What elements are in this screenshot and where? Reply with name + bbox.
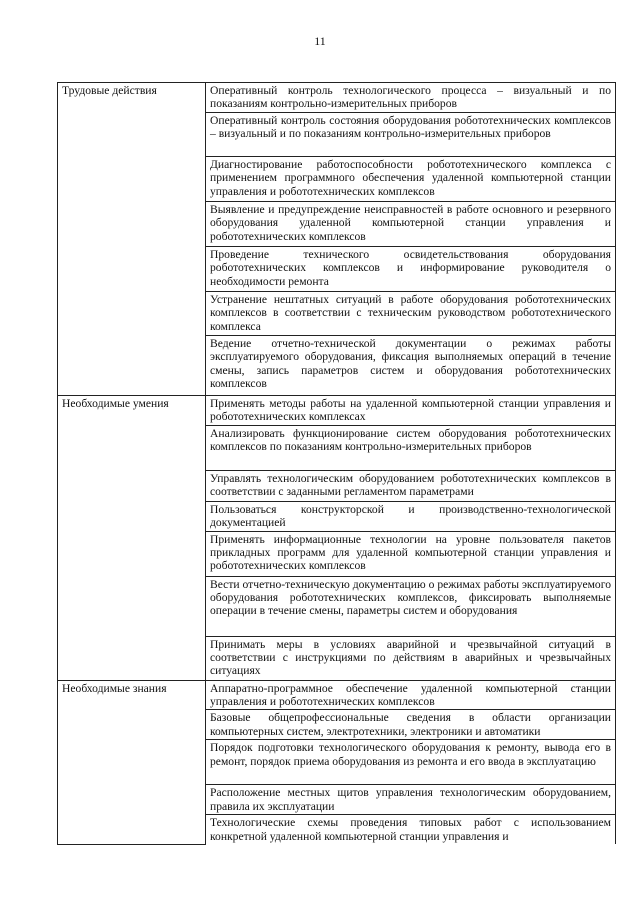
skill-item: Принимать меры в условиях аварийной и чрезвычайной ситуаций в соответствии с инструкциями по действиям в аварийных и чрезвычайных ситуациях: [206, 636, 616, 680]
labor-action-item: Оперативный контроль технологического процесса – визуальный и по показаниям контрольно-измерительных приборов: [206, 83, 616, 113]
skill-item: Анализировать функционирование систем оборудования робототехнических комплексов по показаниям контрольно-измерительных приборов: [206, 425, 616, 470]
skill-item: Управлять технологическим оборудованием робототехнических комплексов в соответствии с заданными регламентом параметрами: [206, 470, 616, 501]
section-label-required-skills: Необходимые умения: [58, 395, 206, 680]
labor-action-item: Оперативный контроль состояния оборудования робототехнических комплексов – визуальный и по показаниям контрольно-измерительных приборов: [206, 112, 616, 156]
knowledge-item: Базовые общепрофессиональные сведения в области организации компьютерных систем, электротехники, электроники и автоматики: [206, 710, 616, 740]
knowledge-item: Порядок подготовки технологического оборудования к ремонту, вывода его в ремонт, порядок приема оборудования из ремонта и его ввода в эксплуатацию: [206, 740, 616, 785]
skill-item: Применять информационные технологии на уровне пользователя пакетов прикладных программ для удаленной компьютерной станции управления и робототехнических комплексов: [206, 531, 616, 576]
skill-item: Пользоваться конструкторской и производственно-технологической документацией: [206, 501, 616, 531]
labor-action-item: Ведение отчетно-технической документации о режимах работы эксплуатируемого оборудования, фиксация выполняемых операций в течение смены, запись параметров систем и оборудования робототехнических комплексов: [206, 335, 616, 395]
labor-action-item: Устранение нештатных ситуаций в работе оборудования робототехнических комплексов в соответствии с техническим руководством робототехнического комплекса: [206, 291, 616, 335]
labor-action-item: Выявление и предупреждение неисправностей в работе основного и резервного оборудования удаленной компьютерной станции управления и робототехнических комплексов: [206, 201, 616, 246]
knowledge-item: Расположение местных щитов управления технологическим оборудованием, правила их эксплуатации: [206, 785, 616, 815]
labor-action-item: Проведение технического освидетельствования оборудования робототехнических комплексов и информирование руководителя о необходимости ремонта: [206, 246, 616, 291]
skill-item: Применять методы работы на удаленной компьютерной станции управления и робототехнических комплексах: [206, 395, 616, 425]
labor-action-item: Диагностирование работоспособности робототехнического комплекса с применением программного обеспечения удаленной компьютерной станции управления и робототехнических комплексов: [206, 156, 616, 201]
competency-table: [57, 82, 616, 845]
section-label-labor-actions: Трудовые действия: [58, 83, 206, 396]
knowledge-item: Технологические схемы проведения типовых работ с использованием конкретной удаленной компьютерной станции управления и: [206, 815, 616, 844]
section-label-required-knowledge: Необходимые знания: [58, 680, 206, 844]
page-number: 11: [314, 34, 326, 48]
skill-item: Вести отчетно-техническую документацию о режимах работы эксплуатируемого оборудования робототехнических комплексов, фиксировать выполняемые операции в течение смены, параметры систем и оборудования: [206, 576, 616, 636]
knowledge-item: Аппаратно-программное обеспечение удаленной компьютерной станции управления и робототехнических комплексов: [206, 680, 616, 710]
